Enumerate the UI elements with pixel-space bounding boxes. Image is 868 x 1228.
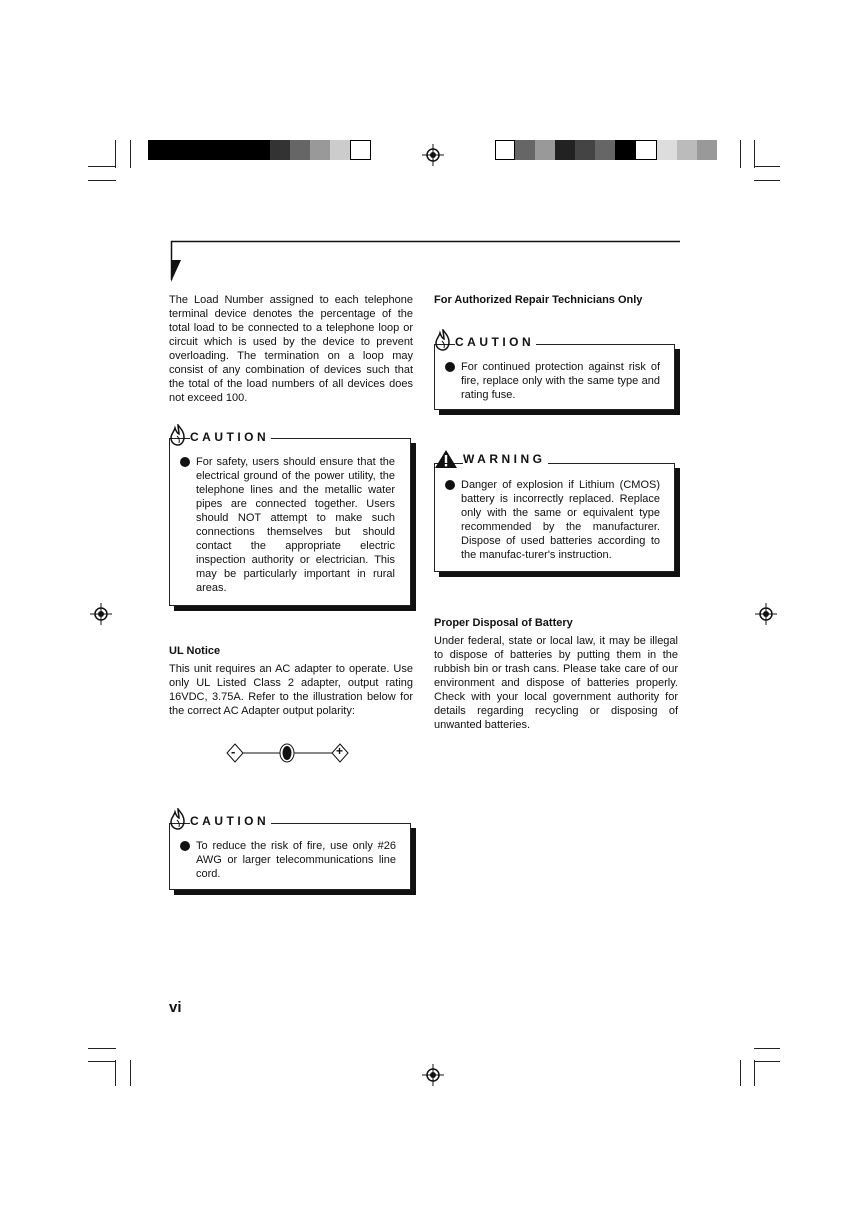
flame-icon [434,329,452,351]
caution-title: CAUTION [190,814,270,828]
disposal-text: Under federal, state or local law, it may be illegal to dispose of batteries by putting them in the rubbish bin or trash cans. Please take care of our environment and dispose of batteries properly. Check with your local government authority for details regarding recycling or disposing of unwanted batteries. [434,635,678,731]
bullet [445,362,455,372]
caution-title: CAUTION [455,335,535,349]
polarity-positive: + [336,744,344,758]
disposal-heading: Proper Disposal of Battery [434,617,573,629]
repair-heading: For Authorized Repair Technicians Only [434,294,643,306]
bullet [180,841,190,851]
ul-notice-text: This unit requires an AC adapter to operate. Use only UL Listed Class 2 adapter, output rating 16VDC, 3.75A. Refer to the illustration below for the correct AC Adapter output polarity: [169,663,413,717]
warning-title: WARNING [463,452,546,466]
caution-text: For continued protection against risk of fire, replace only with the same type and rating fuse. [461,361,660,401]
registration-mark-icon [90,603,112,625]
caution-text: To reduce the risk of fire, use only #26 AWG or larger telecommunications line cord. [196,840,396,880]
intro-paragraph: The Load Number assigned to each telephone terminal device denotes the percentage of the total load to be connected to a telephone loop or circuit which is used by the device to prevent overloading. The termination on a loop may consist of any combination of devices such that the total of the load numbers of all devices does not exceed 100. [169,294,413,404]
caution-text: For safety, users should ensure that the electrical ground of the power utility, the telephone lines and the metallic water pipes are connected together. Users should NOT attempt to make such connections themselves but should contact the appropriate electric inspection authority or electrician. This may be particularly important in rural areas. [196,456,395,594]
bullet [445,480,455,490]
page-number: vi [169,999,182,1016]
flame-icon [169,808,187,830]
flame-icon [169,424,187,446]
registration-mark-icon [422,1064,444,1086]
ul-notice-heading: UL Notice [169,645,221,657]
registration-mark-icon [755,603,777,625]
registration-mark-icon [422,144,444,166]
polarity-negative: - [231,744,236,759]
bullet [180,457,190,467]
exclamation-triangle-icon [434,449,458,469]
header-rule [170,240,682,284]
warning-text: Danger of explosion if Lithium (CMOS) battery is incorrectly replaced. Replace only with the same or equivalent type recommended by the manufacturer. Dispose of used batteries according to the manufac-turer's instruction. [461,479,660,561]
caution-title: CAUTION [190,430,270,444]
